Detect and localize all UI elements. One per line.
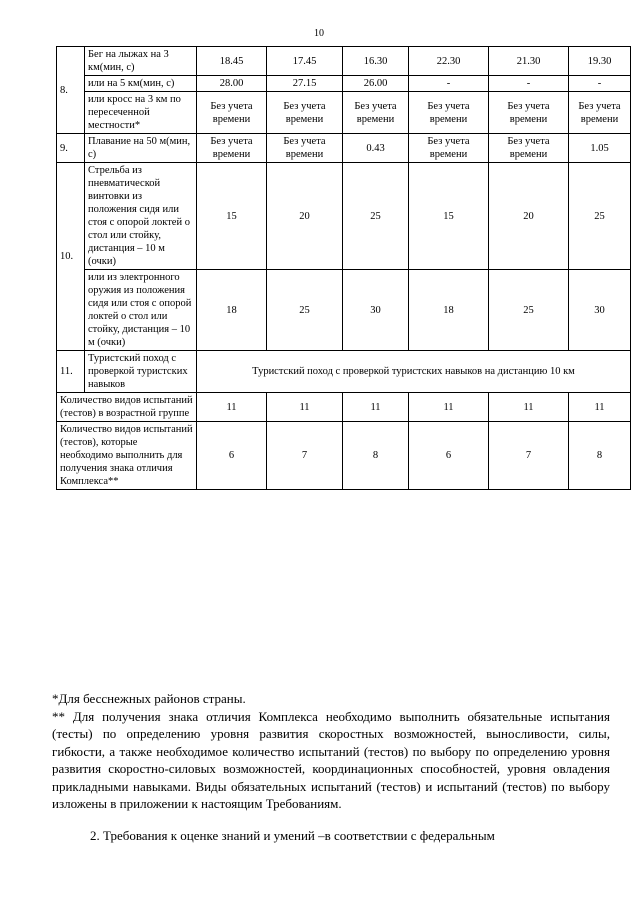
table-row (57, 92, 631, 134)
norm-value: 30 (343, 270, 409, 351)
test-name: Бег на лыжах на 3 км(мин, с) (85, 47, 197, 76)
norm-value: Без учета времени (197, 134, 267, 163)
norm-value: 15 (409, 163, 489, 270)
summary-value: 6 (409, 422, 489, 490)
summary-value: 6 (197, 422, 267, 490)
table-row (57, 270, 631, 351)
norm-value: 25 (489, 270, 569, 351)
norm-value: - (489, 76, 569, 92)
norm-value: 1.05 (569, 134, 631, 163)
test-name: или кросс на 3 км по пересеченной местности* (85, 92, 197, 134)
norm-value: Без учета времени (569, 92, 631, 134)
footnote-snowless: *Для бесснежных районов страны. (52, 691, 246, 706)
row-number: 11. (57, 351, 85, 393)
table-row (57, 163, 631, 270)
norm-value: 0.43 (343, 134, 409, 163)
norm-value: 25 (267, 270, 343, 351)
summary-row (57, 422, 631, 490)
norm-value: 22.30 (409, 47, 489, 76)
norm-value: Без учета времени (489, 134, 569, 163)
row-number: 9. (57, 134, 85, 163)
section-2-paragraph: 2. Требования к оценке знаний и умений –в соответствии с федеральным (90, 827, 495, 843)
summary-value: 8 (343, 422, 409, 490)
row-number: 8. (57, 47, 85, 134)
summary-value: 11 (569, 393, 631, 422)
norm-value: 20 (267, 163, 343, 270)
summary-label: Количество видов испытаний (тестов), которые необходимо выполнить для получения знака отличия Комплекса** (57, 422, 197, 490)
test-name: Плавание на 50 м(мин, с) (85, 134, 197, 163)
page-number: 10 (314, 28, 324, 39)
norm-value: 15 (197, 163, 267, 270)
norm-value: 18 (409, 270, 489, 351)
norm-value: 17.45 (267, 47, 343, 76)
norm-value: 25 (569, 163, 631, 270)
norm-value: 26.00 (343, 76, 409, 92)
table-body (57, 47, 631, 490)
norm-value: Без учета времени (409, 134, 489, 163)
norm-value: 20 (489, 163, 569, 270)
summary-row (57, 393, 631, 422)
norm-value: 30 (569, 270, 631, 351)
norm-value: Без учета времени (343, 92, 409, 134)
norm-value: Без учета времени (267, 92, 343, 134)
norm-value: 16.30 (343, 47, 409, 76)
norm-value: Без учета времени (489, 92, 569, 134)
norm-value: 18 (197, 270, 267, 351)
summary-value: 11 (343, 393, 409, 422)
summary-value: 11 (267, 393, 343, 422)
norm-value: - (569, 76, 631, 92)
row-number: 10. (57, 163, 85, 351)
summary-value: 8 (569, 422, 631, 490)
summary-value: 11 (489, 393, 569, 422)
summary-value: 7 (267, 422, 343, 490)
norm-value: 21.30 (489, 47, 569, 76)
test-name: или на 5 км(мин, с) (85, 76, 197, 92)
norm-value: 28.00 (197, 76, 267, 92)
norm-value: 18.45 (197, 47, 267, 76)
norm-value: 19.30 (569, 47, 631, 76)
norm-value: Без учета времени (409, 92, 489, 134)
summary-label: Количество видов испытаний (тестов) в возрастной группе (57, 393, 197, 422)
summary-value: 7 (489, 422, 569, 490)
standards-table (56, 46, 631, 490)
footnote-badge: ** Для получения знака отличия Комплекса необходимо выполнить обязательные испытания (тесты) по определению уровня развития скоростных возможностей, выносливости, силы, гибкости, а также необходимое количество испытаний (тестов) по выбору по определению уровня развития скоростно-силовых возможностей, координационных способностей, уровня овладения прикладными навыками. Виды обязательных испытаний (тестов) и испытаний (тестов) по выбору изложены в приложении к настоящим Требованиям. (52, 708, 610, 811)
norm-value: 27.15 (267, 76, 343, 92)
test-name: или из электронного оружия из положения сидя или стоя с опорой локтей о стол или стойку, дистанция – 10 м (очки) (85, 270, 197, 351)
test-name: Туристский поход с проверкой туристских навыков (85, 351, 197, 393)
norm-value: Без учета времени (197, 92, 267, 134)
test-name: Стрельба из пневматической винтовки из положения сидя или стоя с опорой локтей о стол или стойку, дистанция – 10 м (очки) (85, 163, 197, 270)
table-row (57, 47, 631, 76)
norm-value: - (409, 76, 489, 92)
table-row (57, 351, 631, 393)
summary-value: 11 (197, 393, 267, 422)
norm-value: 25 (343, 163, 409, 270)
footnotes (52, 690, 610, 844)
table-row (57, 76, 631, 92)
table-row (57, 134, 631, 163)
norm-value: Без учета времени (267, 134, 343, 163)
merged-value: Туристский поход с проверкой туристских навыков на дистанцию 10 км (197, 351, 631, 393)
summary-value: 11 (409, 393, 489, 422)
